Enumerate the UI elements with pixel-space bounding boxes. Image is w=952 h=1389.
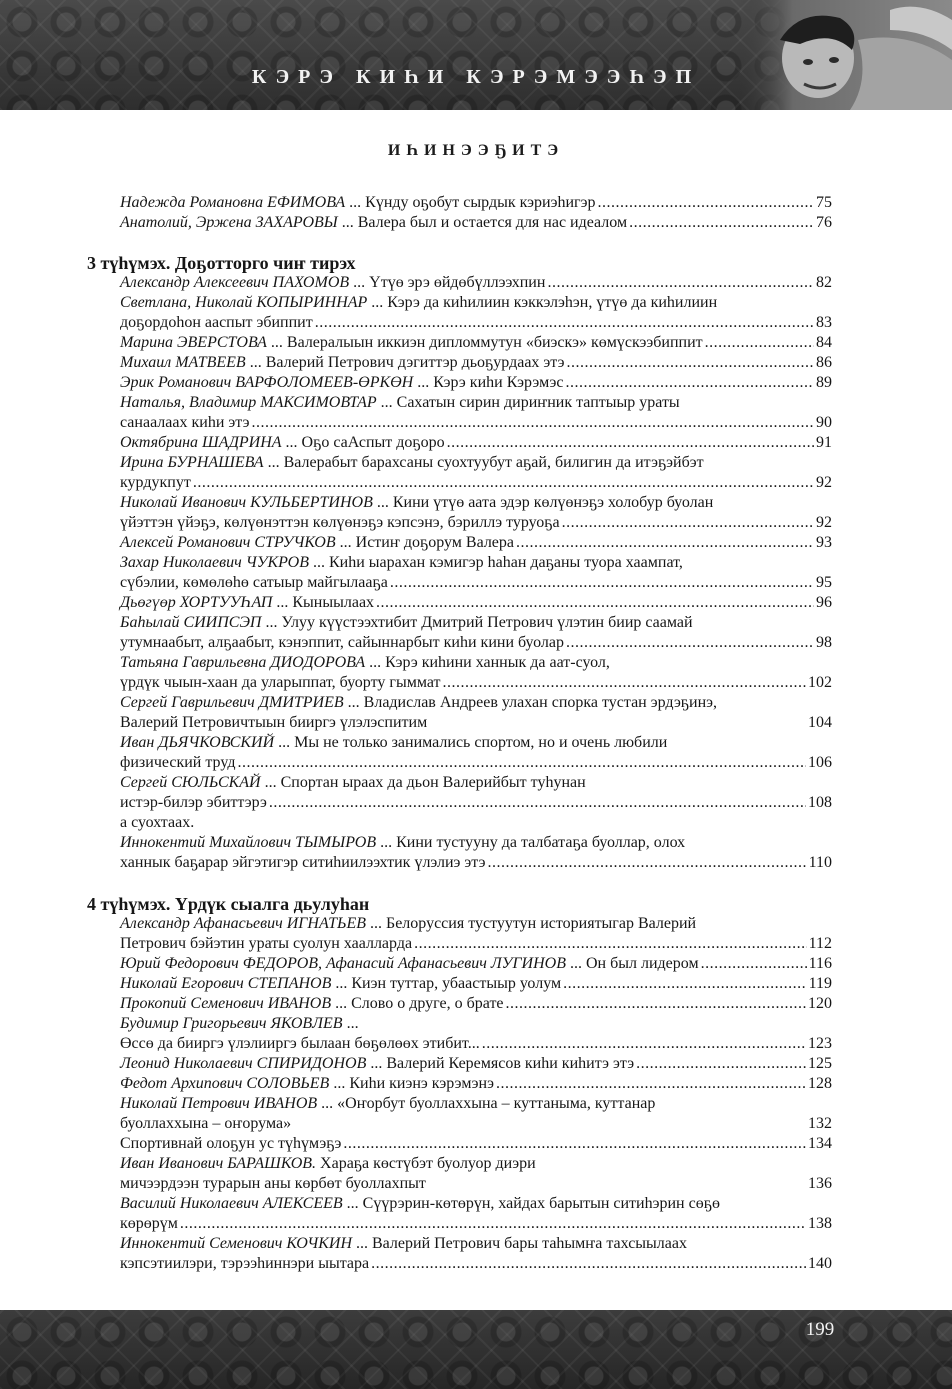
toc-entry: Будимир Григорьевич ЯКОВЛЕВ ... [120,1015,359,1032]
toc-entry-continuation: үрдүк чыын-хаан да уларыппат, буорту гыммат ..... 102 [120,673,832,693]
toc-entry-continuation: истэр-билэр эбиттэрэ ..... 108 [120,793,832,813]
toc-entry-continuation: кэпсэтиилэри, тэрээһиннэри ыытара ..... 140 [120,1254,832,1274]
toc-entry-continuation: а суохтаах. [120,814,195,831]
toc-entry: Юрий Федорович ФЕДОРОВ, Афанасий Афанасьевич ЛУГИНОВ ... Он был лидером ..... 116 [120,954,832,974]
toc-entry-continuation: Валерий Петровичтыын бииргэ үлэлэспитим 104 [120,714,832,731]
toc-entry: Сергей СЮЛЬСКАЙ ... Спортан ыраах да дьон Валерийбыт туһунан [120,774,586,791]
toc-entry-continuation: сүбэлии, көмөлөһө сатыыр майгылааҕа ..... 95 [120,573,832,593]
page-number: 199 [805,1319,835,1340]
toc-entry: Сергей Гаврильевич ДМИТРИЕВ ... Владислав Андреев улахан спорка тустан эрдэҕинэ, [120,694,718,711]
toc-entry: Николай Петрович ИВАНОВ ... «Оҥорбут буоллаххына – куттаныма, куттанар [120,1095,656,1112]
toc-entry-continuation: Өссө да бииргэ үлэлииргэ былаан бөҕөлөөх этибит... ..... 123 [120,1034,832,1054]
toc-entry-continuation: доҕордоһон ааспыт эбиппит ..... 83 [120,313,832,333]
toc-entry: Наталья, Владимир МАКСИМОВТАР ... Сахатын сирин дириҥник таптыыр ураты [120,394,680,411]
toc-entry: Татьяна Гаврильевна ДИОДОРОВА ... Кэрэ киһини ханнык да аат-суол, [120,654,610,671]
toc-entry: Василий Николаевич АЛЕКСЕЕВ ... Сүүрэрин-көтөрүн, хайдах барытын ситиһэрин сөҕө [120,1195,720,1212]
toc-entry: Иван Иванович БАРАШКОВ. Хараҕа көстүбэт буолуор диэри [120,1155,536,1172]
toc-entry: Михаил МАТВЕЕВ ... Валерий Петрович дэгиттэр дьоҕурдаах этэ ..... 86 [120,353,832,373]
toc-entry: Захар Николаевич ЧУКРОВ ... Киһи ыарахан кэмигэр һаһан даҕаны туора хаампат, [120,554,683,571]
toc-entry: Ирина БУРНАШЕВА ... Валерабыт барахсаны суохтуубут аҕай, билигин да итэҕэйбэт [120,454,704,471]
toc-entry-continuation: курдукпут ..... 92 [120,473,832,493]
toc-entry: Спортивнай олоҕун ус түһүмэҕэ ..... 134 [120,1134,832,1154]
section-title: ИҺИНЭЭҔИТЭ [387,142,565,159]
toc-entry: Александр Афанасьевич ИГНАТЬЕВ ... Белоруссия тустуутун историятыгар Валерий [120,915,697,932]
toc-entry: Иннокентий Семенович КОЧКИН ... Валерий Петрович бары таһымҥа тахсыылаах [120,1235,687,1252]
header-photo-wrestler [740,0,952,110]
header-band [0,0,952,110]
toc-entry: Алексей Романович СТРУЧКОВ ... Истиҥ доҕорум Валера ..... 93 [120,533,832,553]
toc-entry-continuation: мичээрдээн турарын аны көрбөт буоллахпыт 136 [120,1175,832,1192]
toc-entry: Дьөгүөр ХОРТУУҺАП ... Кыныылаах ..... 96 [120,593,832,613]
toc-entry: Прокопий Семенович ИВАНОВ ... Слово о друге, о брате ..... 120 [120,994,832,1014]
toc-entry: Анатолий, Эржена ЗАХАРОВЫ ... Валера был и остается для нас идеалом ..... 76 [120,213,832,233]
toc-entry: Эрик Романович ВАРФОЛОМЕЕВ-ӨРКӨН ... Кэрэ киһи Кэрэмэс ..... 89 [120,373,832,393]
toc-entry-continuation: көрөрүм ..... 138 [120,1214,832,1234]
toc-entry-continuation: санаалаах киһи этэ ..... 90 [120,413,832,433]
toc-entry-continuation: Петрович бэйэтин ураты суолун хаалларда ..... 112 [120,934,832,954]
toc-entry: Иван ДЬЯЧКОВСКИЙ ... Мы не только занимались спортом, но и очень любили [120,734,668,751]
toc-entry: Светлана, Николай КОПЫРИННАР ... Кэрэ да киһилиин кэккэлэһэн, үтүө да киһилиин [120,294,718,311]
toc-entry-continuation: физический труд ..... 106 [120,753,832,773]
toc-entry-continuation: утумнаабыт, алҕаабыт, кэнэппит, сайыннарбыт киһи кини буолар ..... 98 [120,633,832,653]
toc-entry-continuation: ханнык баҕарар эйгэтигэр ситиһиилээхтик үлэлиэ этэ ..... 110 [120,853,832,873]
toc-entry: Надежда Романовна ЕФИМОВА ... Күнду оҕобут сырдык кэриэһигэр ..... 75 [120,193,832,213]
toc-entry: Баһылай СИИПСЭП ... Улуу күүстээхтибит Дмитрий Петрович үлэтин биир саамай [120,614,693,631]
toc-entry: Леонид Николаевич СПИРИДОНОВ ... Валерий Керемясов киһи киһитэ этэ ..... 125 [120,1054,832,1074]
toc-entry: Марина ЭВЕРСТОВА ... Валералыын иккиэн дипломмутун «биэскэ» көмүскээбиппит ..... 84 [120,333,832,353]
toc-entry-continuation: буоллаххына – оҥорума» 132 [120,1115,832,1132]
toc-entry: Николай Егорович СТЕПАНОВ ... Киэн туттар, убаастыыр уолум ..... 119 [120,974,832,994]
toc-entry: Федот Архипович СОЛОВЬЕВ ... Киһи киэнэ кэрэмэнэ ..... 128 [120,1074,832,1094]
running-title: КЭРЭ КИҺИ КЭРЭМЭЭҺЭП [251,66,701,88]
toc-entry: Иннокентий Михайлович ТЫМЫРОВ ... Кини тустууну да талбатаҕа буоллар, олох [120,834,686,851]
toc-entry-continuation: үйэттэн үйэҕэ, көлүөнэттэн көлүөнэҕэ кэпсэнэ, бэриллэ туруоҕа ..... 92 [120,513,832,533]
toc-entry: Октябрина ШАДРИНА ... Оҕо саАспыт доҕоро ..... 91 [120,433,832,453]
toc-entry: Николай Иванович КУЛЬБЕРТИНОВ ... Кини үтүө аата эдэр көлүөнэҕэ холобур буолан [120,494,714,511]
chapter-heading: 4 түһүмэх. Үрдүк сыалга дьулуһан [87,894,370,914]
chapter-heading: 3 түһүмэх. Доҕотторго чиҥ тирэх [87,253,356,273]
toc-entry: Александр Алексеевич ПАХОМОВ ... Үтүө эрэ өйдөбүллээхпин ..... 82 [120,273,832,293]
